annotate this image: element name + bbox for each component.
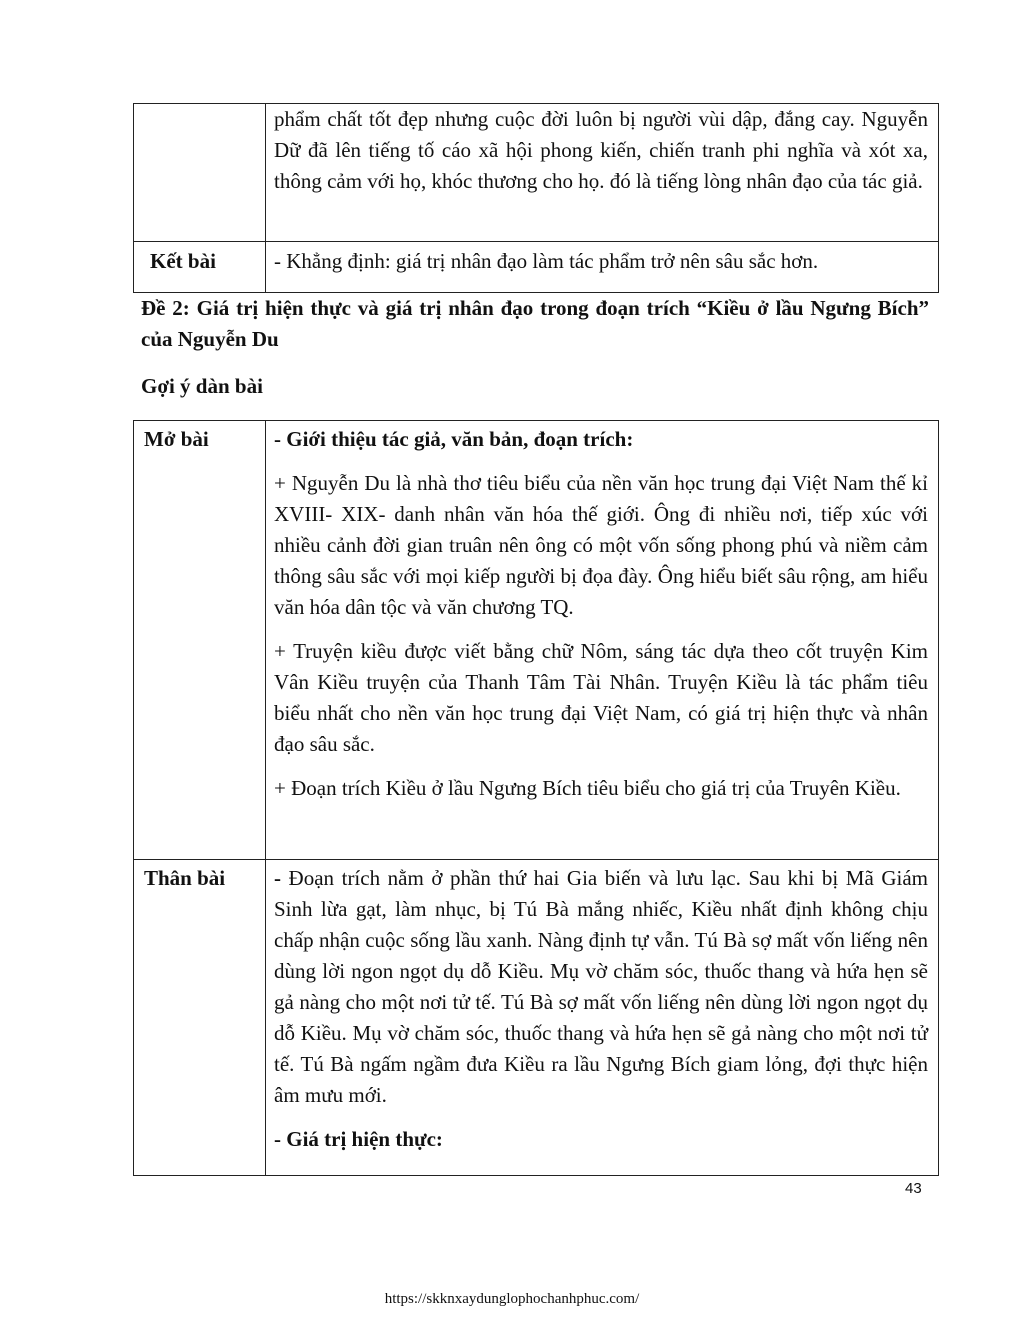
outline-heading: Gợi ý dàn bài bbox=[141, 374, 263, 398]
continuation-cell bbox=[266, 104, 939, 242]
than-bai-dash: - bbox=[274, 866, 281, 890]
top-table bbox=[133, 103, 939, 293]
ket-bai-label: Kết bài bbox=[134, 242, 266, 293]
than-bai-para-1-text: Đoạn trích nằm ở phần thứ hai Gia biến và lưu lạc. Sau khi bị Mã Giám Sinh lừa gạt, làm nhục, bị Tú Bà mắng nhiếc, Kiều nhất định không chịu chấp nhận cuộc sống lầu xanh. Nàng định tự vẫn. Tú Bà sợ mất vốn liếng nên dùng lời ngon ngọt dụ dỗ Kiều. Mụ vờ chăm sóc, thuốc thang và hứa hẹn sẽ gả nàng cho một nơi tử tế. Tú Bà sợ mất vốn liếng nên dùng lời ngon ngọt dụ dỗ Kiều. Mụ vờ chăm sóc, thuốc thang và hứa hẹn sẽ gả nàng cho một nơi tử tế. Tú Bà ngấm ngầm đưa Kiều ra lầu Ngưng Bích giam lỏng, đợi thực hiện âm mưu mới. bbox=[274, 866, 928, 1107]
empty-label-cell bbox=[134, 104, 266, 242]
than-bai-para-1 bbox=[274, 863, 928, 1111]
than-bai-label: Thân bài bbox=[134, 860, 266, 1176]
table-row bbox=[134, 860, 939, 1176]
mo-bai-para-2: + Truyện kiều được viết bằng chữ Nôm, sáng tác dựa theo cốt truyện Kim Vân Kiều truyện của Thanh Tâm Tài Nhân. Truyện Kiều là tác phẩm tiêu biểu nhất cho nền văn học trung đại Việt Nam, có giá trị hiện thực và nhân đạo sâu sắc. bbox=[274, 639, 928, 756]
than-bai-subhead: - Giá trị hiện thực: bbox=[274, 1127, 443, 1151]
mo-bai-para-1: + Nguyễn Du là nhà thơ tiêu biểu của nền văn học trung đại Việt Nam thế kỉ XVIII- XIX- danh nhân văn hóa thế giới. Ông đi nhiều nơi, tiếp xúc với nhiều cảnh đời gian truân nên ông có một vốn sống phong phú và niềm cảm thông sâu sắc với mọi kiếp người bị đọa đày. Ông hiểu biết sâu rộng, am hiểu văn hóa dân tộc và văn chương TQ. bbox=[274, 471, 928, 619]
page-number: 43 bbox=[905, 1180, 922, 1197]
ket-bai-text: - Khẳng định: giá trị nhân đạo làm tác phẩm trở nên sâu sắc hơn. bbox=[266, 242, 939, 293]
outline-table bbox=[133, 420, 939, 1176]
mo-bai-content bbox=[266, 421, 939, 860]
mo-bai-label: Mở bài bbox=[134, 421, 266, 860]
than-bai-content bbox=[266, 860, 939, 1176]
mo-bai-para-3: + Đoạn trích Kiều ở lầu Ngưng Bích tiêu biểu cho giá trị của Truyên Kiều. bbox=[274, 776, 901, 800]
table-row bbox=[134, 242, 939, 293]
footer-url: https://skknxaydunglophochanhphuc.com/ bbox=[384, 1291, 640, 1307]
de2-heading: Đề 2: Giá trị hiện thực và giá trị nhân đạo trong đoạn trích “Kiều ở lầu Ngưng Bích” của Nguyễn Du bbox=[141, 296, 929, 351]
table-row bbox=[134, 421, 939, 860]
table-row bbox=[134, 104, 939, 242]
mo-bai-title: - Giới thiệu tác giả, văn bản, đoạn trích: bbox=[274, 427, 634, 451]
continuation-text: phẩm chất tốt đẹp nhưng cuộc đời luôn bị người vùi dập, đắng cay. Nguyễn Dữ đã lên tiếng tố cáo xã hội phong kiến, chiến tranh phi nghĩa và xót xa, thông cảm với họ, khóc thương cho họ. đó là tiếng lòng nhân đạo của tác giả. bbox=[274, 107, 928, 193]
